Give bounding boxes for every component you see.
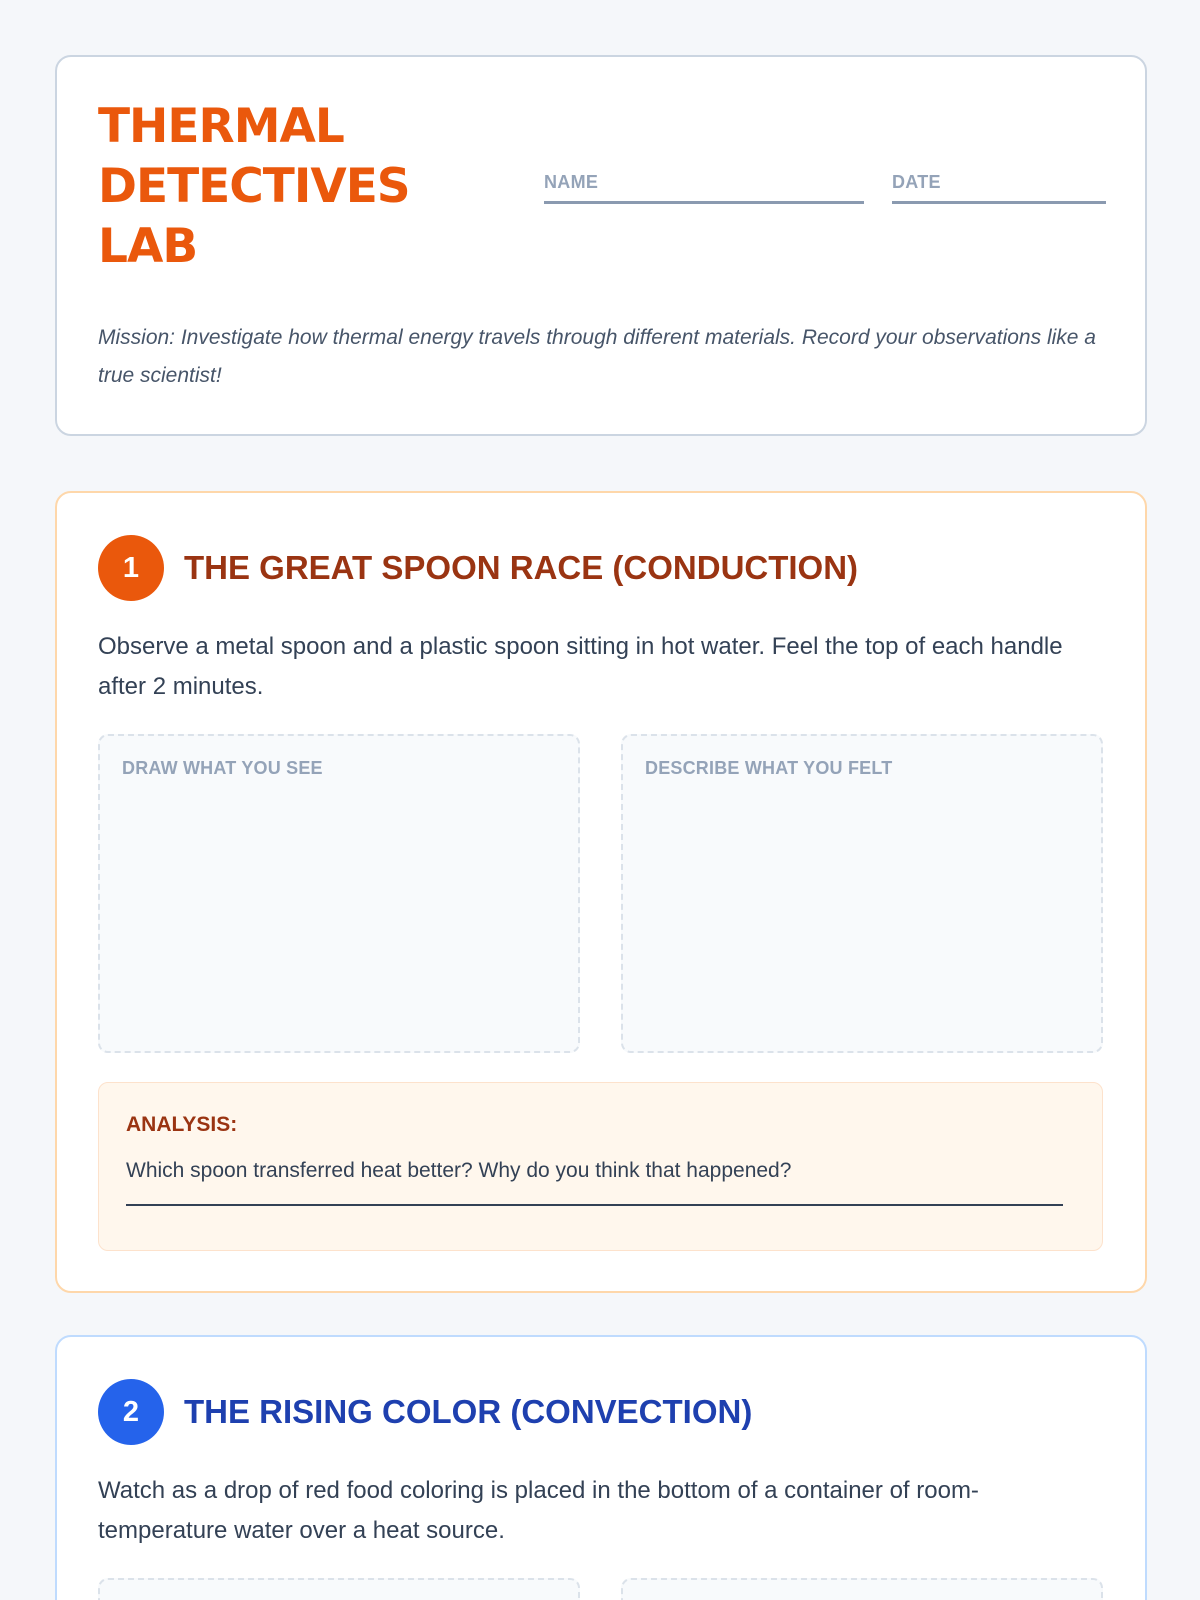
section-description: Observe a metal spoon and a plastic spoon sitting in hot water. Feel the top of each handle after 2 minutes. (98, 633, 1063, 700)
date-label: DATE (892, 172, 941, 192)
draw-box-label: DRAW WHAT YOU SEE (122, 758, 323, 778)
section-description: Watch as a drop of red food coloring is placed in the bottom of a container of room-temperature water over a heat source. (98, 1477, 979, 1544)
analysis-panel (98, 1082, 1103, 1251)
mission-text: Mission: Investigate how thermal energy travels through different materials. Record your observations like a true scientist! (98, 326, 1096, 387)
describe-box[interactable] (621, 734, 1103, 1053)
date-field[interactable] (892, 172, 1106, 204)
step-number-badge: 2 (98, 1379, 164, 1445)
draw-box[interactable] (98, 734, 580, 1053)
describe-box[interactable] (621, 1578, 1103, 1600)
step-number-badge: 1 (98, 535, 164, 601)
answer-line[interactable] (126, 1204, 1063, 1206)
name-label: NAME (544, 172, 599, 192)
section-title: THE GREAT SPOON RACE (CONDUCTION) (184, 549, 859, 586)
describe-box-label: DESCRIBE WHAT YOU FELT (645, 758, 893, 778)
section-conduction (55, 491, 1147, 1293)
header-card (55, 55, 1147, 436)
section-title: THE RISING COLOR (CONVECTION) (184, 1393, 753, 1430)
name-field[interactable] (544, 172, 864, 204)
page-title: THERMAL DETECTIVES LAB (98, 99, 410, 274)
analysis-question: Which spoon transferred heat better? Why do you think that happened? (126, 1159, 792, 1182)
section-convection (55, 1335, 1147, 1600)
analysis-label: ANALYSIS: (126, 1113, 238, 1136)
draw-box[interactable] (98, 1578, 580, 1600)
